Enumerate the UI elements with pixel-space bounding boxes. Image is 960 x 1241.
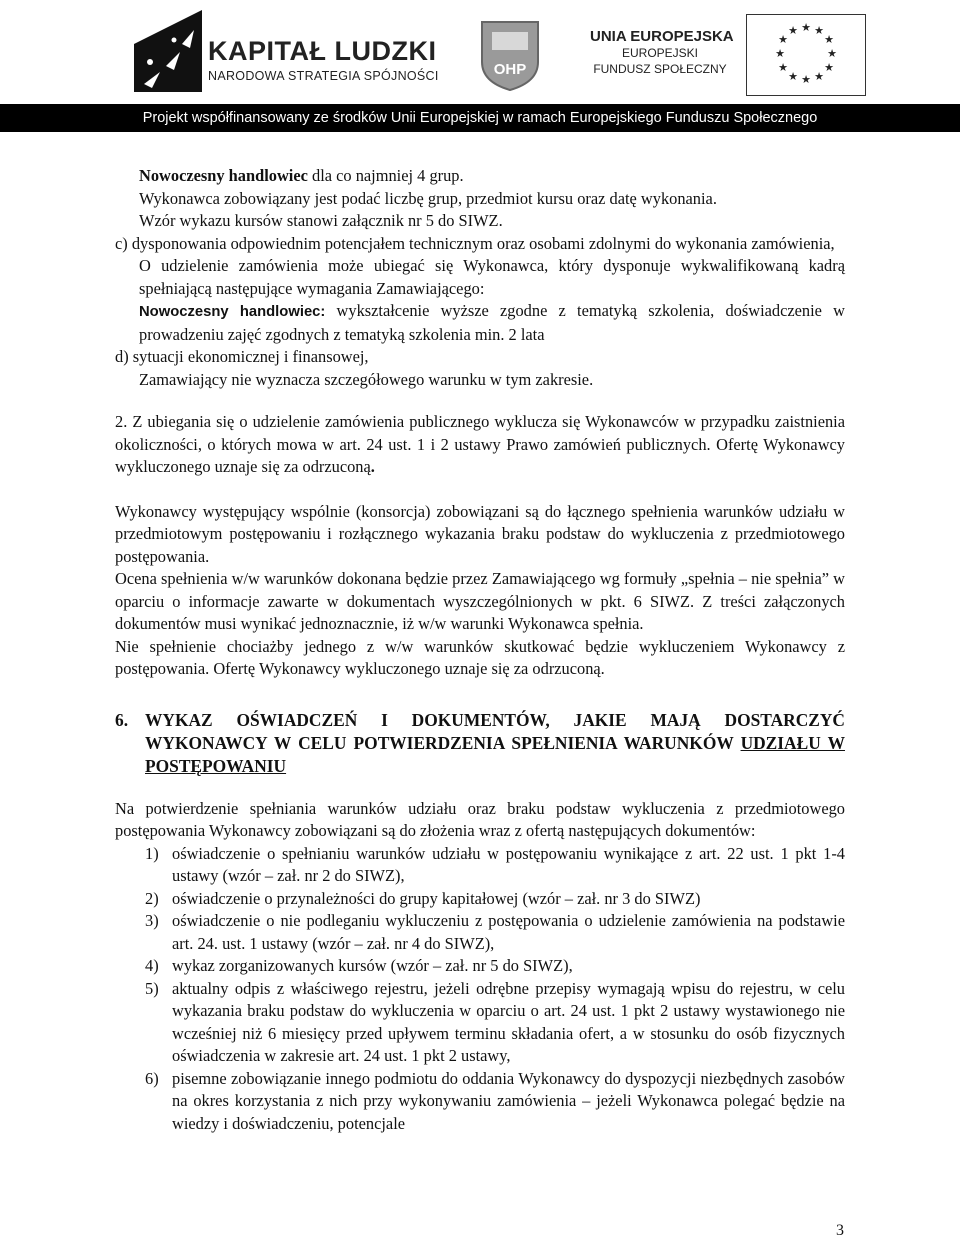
svg-text:★: ★: [814, 24, 824, 37]
ohp-logo: [472, 16, 548, 94]
paragraph-ocena: Ocena spełnienia w/w warunków dokonana będzie przez Zamawiającego wg formuły „spełnia – nie spełnia” w oparciu o informacje zawarte w dokumentach wyszczególnionych w pkt. 6 SIWZ. Z treści załączonych dokumentów musi wynikać jednoznacznie, iż w/w warunki Wykonawca spełnia.: [115, 569, 845, 633]
list-item-text: oświadczenie o spełnianiu warunków udziału w postępowaniu wynikające z art. 22 ust. 1 pkt 1-4 ustawy (wzór – zał. nr 2 do SIWZ),: [172, 843, 845, 885]
list-item-number: 1): [145, 843, 159, 863]
list-item-text: oświadczenie o nie podleganiu wykluczeniu z postępowania o udzielenie zamówienia na podstawie art. 24. ust. 1 ustawy (wzór – zał. nr 4 do SIWZ),: [172, 911, 845, 953]
list-item-text: pisemne zobowiązanie innego podmiotu do oddania Wykonawcy do dyspozycji niezbędnych zasobów na okres korzystania z nich przy wykonywaniu zamówienia – jeżeli Wykonawca polegać będzie na wiedzy i doświadczeniu, potencjale: [172, 1068, 845, 1133]
list-item: [145, 978, 845, 1068]
ue-title: UNIA EUROPEJSKA: [590, 28, 734, 45]
ue-logo-text: [590, 28, 734, 77]
section-6-title: WYKAZ OŚWIADCZEŃ I DOKUMENTÓW, JAKIE MAJĄ DOSTARCZYĆ WYKONAWCY W CELU POTWIERDZENIA SPEŁNIENIA WARUNKÓW: [145, 709, 845, 753]
svg-text:★: ★: [801, 73, 811, 86]
svg-text:★: ★: [814, 70, 824, 83]
kapital-ludzki-emblem-icon: [130, 4, 206, 96]
eu-flag-icon: [746, 14, 866, 96]
paragraph-konsorcja: Wykonawcy występujący wspólnie (konsorcja) zobowiązani są do łącznego spełnienia warunków udziału w przedmiotowym postępowaniu i rozłącznego wykazania braku podstaw do wykluczenia z przedmiotowego postępowania.: [115, 501, 845, 566]
list-item-number: 5): [145, 978, 159, 998]
ohp-shield-icon: [472, 16, 548, 94]
kl-title: KAPITAŁ LUDZKI: [208, 36, 437, 66]
list-item-text: wykaz zorganizowanych kursów (wzór – zał. nr 5 do SIWZ),: [172, 956, 573, 975]
svg-text:★: ★: [788, 70, 798, 83]
documents-list: [115, 843, 845, 1136]
section-6-heading: [115, 709, 845, 778]
item-d: d) sytuacji ekonomicznej i finansowej,: [115, 347, 369, 366]
document-body: [115, 165, 845, 1135]
ue-sub2: FUNDUSZ SPOŁECZNY: [593, 62, 727, 76]
list-item-text: aktualny odpis z właściwego rejestru, jeżeli odrębne przepisy wymagają wpisu do rejestru, w celu wykazania braku podstaw do wykluczenia w oparciu o art. 24 ust. 1 pkt 2 ustawy wystawionego nie wcześniej niż 6 miesięcy przed upływem terminu składania ofert, a w stosunku do osób fizycznych oświadczenia w zakresie art. 24 ust. 1 pkt 2 ustawy,: [172, 978, 845, 1065]
paragraph-2: [115, 411, 845, 479]
page-header: [0, 0, 960, 132]
list-item: [145, 888, 845, 911]
paragraph-wzor: Wzór wykazu kursów stanowi załącznik nr 5 do SIWZ.: [139, 211, 503, 230]
paragraph-wykonawca: Wykonawca zobowiązany jest podać liczbę grup, przedmiot kursu oraz datę wykonania.: [139, 188, 717, 208]
list-item-number: 6): [145, 1068, 159, 1088]
svg-text:★: ★: [778, 33, 788, 46]
svg-text:★: ★: [801, 21, 811, 34]
section-6-number: 6.: [115, 709, 129, 730]
paragraph-grupy: [115, 165, 845, 188]
section-6-title-underlined: UDZIAŁU W POSTĘPOWANIU: [145, 732, 845, 776]
svg-text:★: ★: [775, 47, 785, 60]
kapital-ludzki-logo: [130, 4, 439, 96]
kl-subtitle: NARODOWA STRATEGIA SPÓJNOŚCI: [208, 69, 439, 83]
svg-text:★: ★: [824, 61, 834, 74]
paragraph-wykluczenie: Nie spełnienie chociażby jednego z w/w warunków skutkować będzie wykluczeniem Wykonawcy z postępowania. Ofertę Wykonawcy wykluczonego uznaje się za odrzuconą.: [115, 636, 845, 678]
section-6-intro: Na potwierdzenie spełniania warunków udziału oraz braku podstaw wykluczenia z przedmiotowego postępowania Wykonawcy zobowiązani są do złożenia wraz z ofertą następujących dokumentów:: [115, 798, 845, 840]
requirement-text: wykształcenie wyższe zgodne z tematyką szkolenia, doświadczenie w prowadzeniu zajęć zgodnych z tematyką szkolenia min. 2 lata: [139, 301, 845, 344]
paragraph-ekonomiczna: Zamawiający nie wyznacza szczegółowego warunku w tym zakresie.: [139, 369, 594, 389]
list-item: [145, 910, 845, 955]
svg-text:★: ★: [788, 24, 798, 37]
list-item: [145, 1068, 845, 1136]
svg-text:★: ★: [778, 61, 788, 74]
ue-sub1: EUROPEJSKI: [621, 46, 699, 60]
course-name: Nowoczesny handlowiec: [139, 166, 308, 185]
project-banner: Projekt współfinansowany ze środków Unii Europejskiej w ramach Europejskiego Funduszu Społecznego: [0, 104, 960, 132]
list-item: [145, 843, 845, 888]
item-c: c) dysponowania odpowiednim potencjałem technicznym oraz osobami zdolnymi do wykonania zamówienia,: [115, 233, 835, 253]
requirement-label: Nowoczesny handlowiec:: [139, 304, 326, 320]
svg-text:★: ★: [827, 47, 837, 60]
ohp-text: OHP: [493, 61, 527, 78]
paragraph-kadra: O udzielenie zamówienia może ubiegać się Wykonawca, który dysponuje wykwalifikowaną kadrą spełniającą następujące wymagania Zamawiającego:: [139, 256, 845, 298]
svg-text:★: ★: [824, 33, 834, 46]
paragraph-2-end: .: [370, 457, 375, 476]
paragraph-wymagania: [115, 300, 845, 346]
list-item-number: 2): [145, 888, 159, 908]
list-item-number: 3): [145, 911, 159, 930]
page-number: 3: [836, 1222, 844, 1239]
list-item: [145, 955, 845, 978]
list-item-number: 4): [145, 956, 159, 975]
course-rest: dla co najmniej 4 grup.: [307, 166, 464, 185]
paragraph-2-text: 2. Z ubiegania się o udzielenie zamówienia publicznego wyklucza się Wykonawców w przypadku zaistnienia okoliczności, o których mowa w art. 24 ust. 1 i 2 ustawy Prawo zamówień publicznych. Ofertę Wykonawcy wykluczonego uznaje się za odrzuconą: [115, 412, 845, 476]
list-item-text: oświadczenie o przynależności do grupy kapitałowej (wzór – zał. nr 3 do SIWZ): [172, 888, 701, 908]
